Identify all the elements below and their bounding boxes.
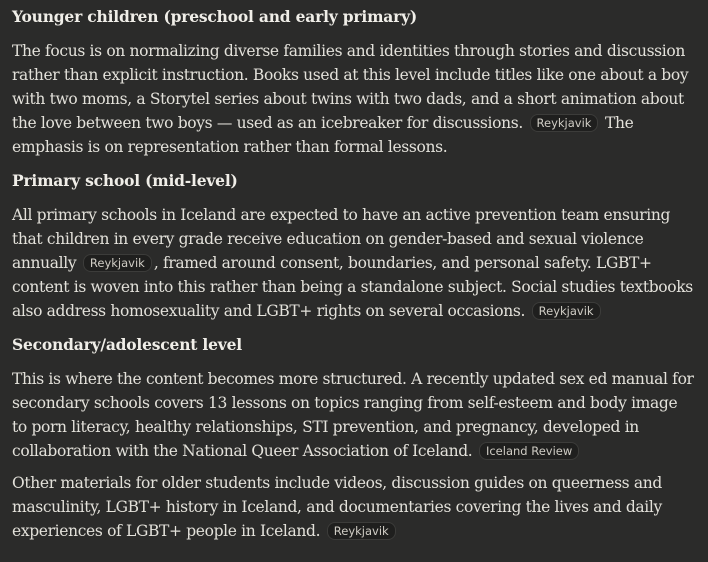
paragraph-text: , framed around consent, boundaries, and personal safety. LGBT+ content is woven into this rather than being a standalone subject. Social studies textbooks also address homosexuality and LGBT+ rights on several occasions. [12,254,693,320]
paragraph-secondary-level [12,367,696,463]
section-heading-secondary-level: Secondary/adolescent level [12,335,242,354]
paragraph-older-students [12,471,696,543]
paragraph-younger-children [12,39,696,159]
paragraph-text: The emphasis is on representation rather than formal lessons. [12,114,634,156]
section-heading-younger-children: Younger children (preschool and early primary) [12,7,418,26]
citation-chip-reykjavik[interactable]: Reykjavik [83,254,152,272]
paragraph-text: All primary schools in Iceland are expected to have an active prevention team ensuring that children in every grade receive education on gender-based and sexual violence annually [12,206,671,272]
section-heading-primary-school: Primary school (mid-level) [12,171,238,190]
paragraph-primary-school [12,203,696,323]
citation-chip-reykjavik[interactable]: Reykjavik [327,522,396,540]
citation-chip-reykjavik[interactable]: Reykjavik [530,114,599,132]
paragraph-text: Other materials for older students include videos, discussion guides on queerness and masculinity, LGBT+ history in Iceland, and documentaries covering the lives and daily experiences of LGBT+ people in Iceland. [12,474,662,540]
paragraph-text: The focus is on normalizing diverse families and identities through stories and discussion rather than explicit instruction. Books used at this level include titles like one about a boy with two moms, a Storytel series about twins with two dads, and a short animation about the love between two boys — used as an icebreaker for discussions. [12,42,689,132]
citation-chip-iceland-review[interactable]: Iceland Review [479,442,579,460]
paragraph-text: This is where the content becomes more structured. A recently updated sex ed manual for secondary schools covers 13 lessons on topics ranging from self-esteem and body image to porn literacy, healthy relationships, STI prevention, and pregnancy, developed in collaboration with the National Queer Association of Iceland. [12,370,694,460]
citation-chip-reykjavik[interactable]: Reykjavik [532,302,601,320]
